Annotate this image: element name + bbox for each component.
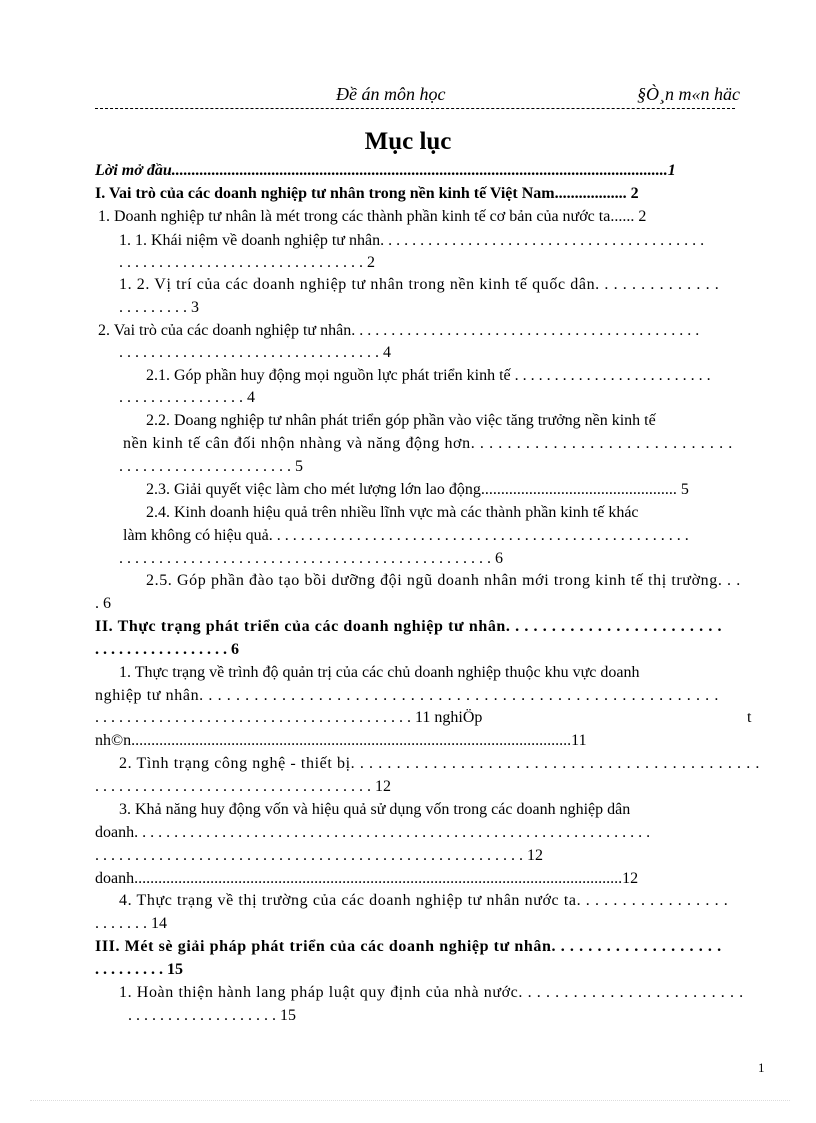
toc-entry: nghiệp tư nhân. . . . . . . . . . . . . . . . . . . . . . . . . . . . . . . . . . . . . . . . . . . . . . . . . . . . . . . . . — [95, 687, 719, 704]
toc-entry: . . . . . . . . . 15 — [95, 961, 183, 978]
toc-entry: . . . . . . . . . . . . . . . . . . . . . . 5 — [119, 458, 303, 475]
toc-entry: nh©n..............................................................................................................11 — [95, 732, 587, 749]
toc-entry: . . . . . . . . . . . . . . . . . . . . . . . . . . . . . . . . . . . . . . . . 11 nghiÖp — [95, 709, 483, 726]
toc-entry: . 6 — [95, 595, 111, 612]
toc-entry: II. Thực trạng phát triển của các doanh nghiệp tư nhân. . . . . . . . . . . . . . . . . . . . . . . . — [95, 618, 723, 635]
page-number: 1 — [758, 1060, 765, 1075]
toc-entry: . . . . . . . . . . . . . . . . . . . . . . . . . . . . . . . . . . . 12 — [95, 778, 391, 795]
toc-entry: 1. 2. Vị trí của các doanh nghiệp tư nhân trong nền kinh tế quốc dân. . . . . . . . . . . . . . — [119, 276, 720, 293]
toc-entry: 2. Vai trò của các doanh nghiệp tư nhân. . . . . . . . . . . . . . . . . . . . . . . . . . . . . . . . . . . . . . . . . . . . — [98, 322, 700, 339]
toc-entry: 2.2. Doang nghiệp tư nhân phát triển góp phần vào việc tăng trưởng nền kinh tế — [146, 412, 656, 429]
toc-entry: . . . . . . . . . 3 — [119, 299, 199, 316]
toc-entry: . . . . . . . . . . . . . . . . . . . . . . . . . . . . . . . 2 — [119, 254, 375, 271]
toc-entry: 2.5. Góp phần đào tạo bồi dưỡng đội ngũ doanh nhân mới trong kinh tế thị trường. . . — [146, 572, 741, 589]
toc-entry: 3. Khả năng huy động vốn và hiệu quả sử dụng vốn trong các doanh nghiệp dân — [119, 801, 631, 818]
toc-entry: làm không có hiệu quả. . . . . . . . . . . . . . . . . . . . . . . . . . . . . . . . . . . . . . . . . . . . . . . . . . . . . — [123, 527, 689, 544]
header-left: Đề án môn học — [336, 84, 446, 104]
toc-entry: 2.3. Giải quyết việc làm cho mét lượng lớn lao động................................................. 5 — [146, 481, 689, 498]
toc-entry: . . . . . . . . . . . . . . . . 4 — [119, 389, 255, 406]
page-bottom-edge — [30, 1100, 790, 1101]
toc-entry: . . . . . . . . . . . . . . . . . . . . . . . . . . . . . . . . . . . . . . . . . . . . . . . 6 — [119, 550, 503, 567]
toc-entry: III. Mét sè giải pháp phát triển của các doanh nghiệp tư nhân. . . . . . . . . . . . . . . . . . . — [95, 938, 722, 955]
toc-entry: I. Vai trò của các doanh nghiệp tư nhân trong nền kinh tế Việt Nam.................. 2 — [95, 185, 639, 202]
toc-entry: 1. Thực trạng về trình độ quản trị của các chủ doanh nghiệp thuộc khu vực doanh — [119, 664, 640, 681]
toc-entry: 2. Tình trạng công nghệ - thiết bị. . . . . . . . . . . . . . . . . . . . . . . . . . . . . . . . . . . . . . . . . . . . . — [119, 755, 761, 772]
toc-entry: . . . . . . . . . . . . . . . . . 6 — [95, 641, 239, 658]
toc-entry: . . . . . . . . . . . . . . . . . . . . . . . . . . . . . . . . . . . . . . . . . . . . . . . . . . . . . . 12 — [95, 847, 543, 864]
toc-entry: 2.4. Kinh doanh hiệu quả trên nhiều lĩnh vực mà các thành phần kinh tế khác — [146, 504, 639, 521]
toc-entry: . . . . . . . . . . . . . . . . . . . 15 — [128, 1007, 296, 1024]
toc-entry: . . . . . . . . . . . . . . . . . . . . . . . . . . . . . . . . . 4 — [119, 344, 391, 361]
toc-entry: 1. 1. Khái niệm về doanh nghiệp tư nhân. . . . . . . . . . . . . . . . . . . . . . . . . . . . . . . . . . . . . . . . . — [119, 232, 705, 249]
toc-entry: nền kinh tế cân đối nhộn nhàng và năng động hơn. . . . . . . . . . . . . . . . . . . . . . . . . . . . . — [123, 435, 733, 452]
toc-entry: 1. Hoàn thiện hành lang pháp luật quy định của nhà nước. . . . . . . . . . . . . . . . . . . . . . . . . — [119, 984, 744, 1001]
toc-entry: doanh..........................................................................................................................12 — [95, 870, 639, 887]
toc-entry: 1. Doanh nghiệp tư nhân là mét trong các thành phần kinh tế cơ bản của nước ta...... 2 — [98, 208, 647, 225]
header-divider — [95, 108, 735, 109]
toc-entry: 4. Thực trạng về thị trường của các doanh nghiệp tư nhân nước ta. . . . . . . . . . . . . . . . . — [119, 892, 729, 909]
toc-entry: 2.1. Góp phần huy động mọi nguồn lực phát triển kinh tế . . . . . . . . . . . . . . . . . . . . . . . . . — [146, 367, 711, 384]
page-title: Mục lục — [364, 128, 452, 155]
toc-entry: t — [747, 709, 752, 726]
header-right: §Ò¸n m«n häc — [637, 84, 740, 104]
toc-entry: Lời mở đầu............................................................................................................................1 — [95, 162, 676, 179]
toc-entry: doanh. . . . . . . . . . . . . . . . . . . . . . . . . . . . . . . . . . . . . . . . . . . . . . . . . . . . . . . . . . . . . . . . . — [95, 824, 651, 841]
toc-entry: . . . . . . . 14 — [95, 915, 167, 932]
